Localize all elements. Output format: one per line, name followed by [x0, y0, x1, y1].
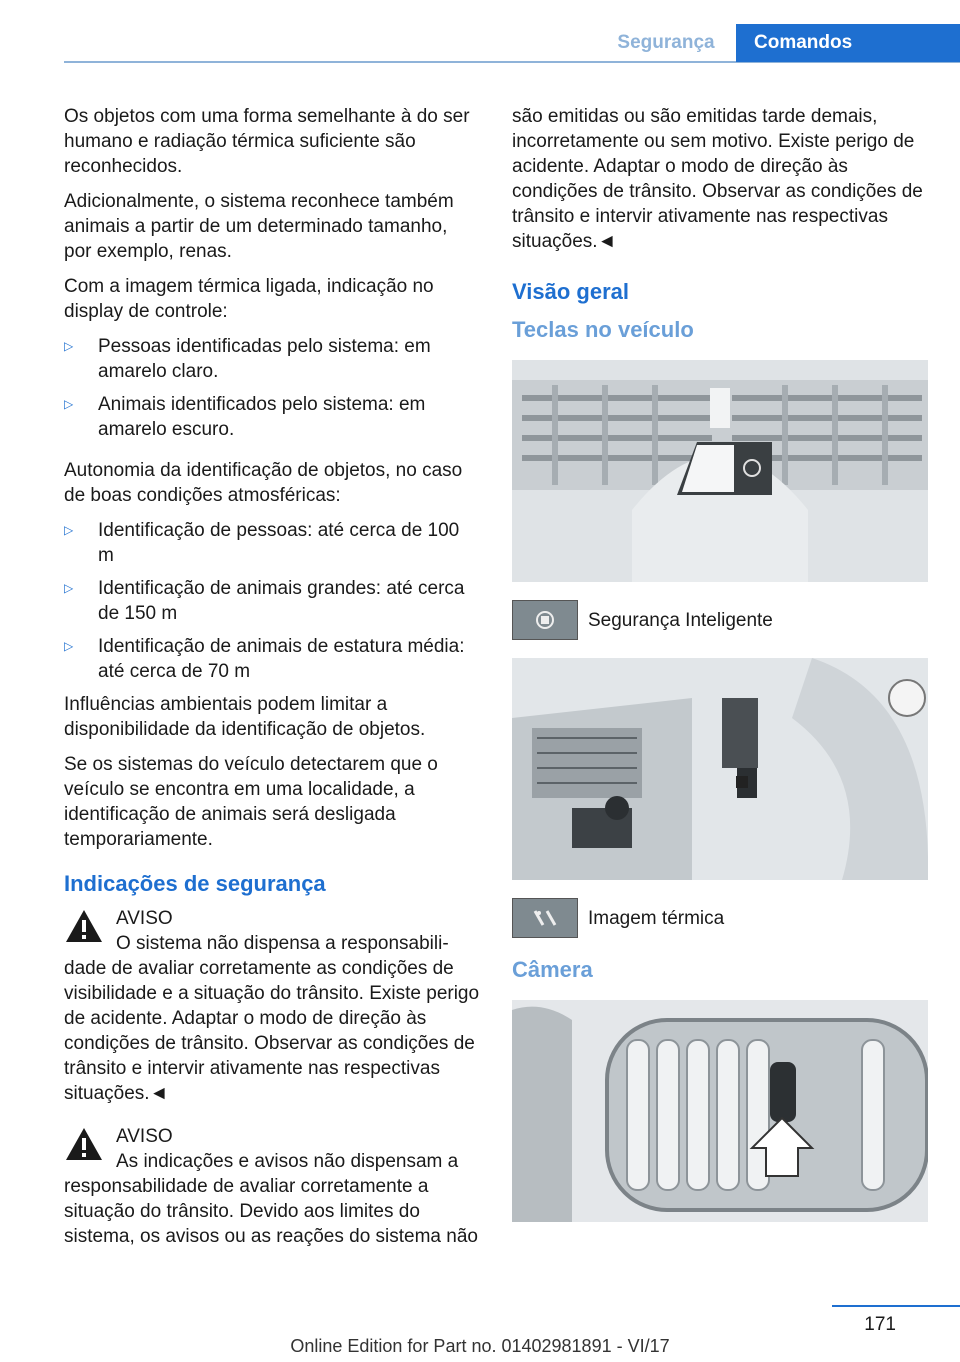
tab-seguranca[interactable]: Segurança	[617, 32, 715, 53]
list-item-text: Animais identificados pelo sistema: em amarelo escuro.	[98, 394, 426, 440]
bullet-triangle-icon: ▷	[64, 523, 74, 537]
page-number: 171	[864, 1314, 896, 1335]
paragraph: Os objetos com uma forma semelhante à do ser humano e radiação térmica suficiente são reconhecidos.	[64, 106, 470, 177]
thermal-image-icon	[512, 898, 578, 938]
section-heading: Indicações de segurança	[64, 871, 326, 896]
paragraph: Com a imagem térmica ligada, indicação no display de controle:	[64, 276, 434, 322]
dashboard-button-photo	[512, 360, 928, 582]
warning-block	[64, 1124, 480, 1249]
bullet-triangle-icon: ▷	[64, 339, 74, 353]
warning-block	[64, 906, 480, 1106]
paragraph: são emitidas ou são emitidas tarde demais, incorretamente ou sem motivo. Existe perigo de acidente. Adaptar o modo de direção às condições de trânsito. Observar as condições de trânsito e intervir ativamente nas respectivas situações.◄	[512, 106, 923, 252]
bullet-triangle-icon: ▷	[64, 639, 74, 653]
warning-triangle-icon	[64, 908, 104, 944]
key-legend-row	[512, 600, 928, 640]
list-item-text: Pessoas identificadas pelo sistema: em amarelo claro.	[98, 336, 431, 382]
thermal-button-photo	[512, 658, 928, 880]
paragraph: Autonomia da identificação de objetos, no caso de boas condições atmosféricas:	[64, 460, 463, 506]
warning-text: responsabilidade de avaliar corretamente a situação do trânsito. Devido aos limites do sistema, os avisos ou as reações do sistema não	[64, 1176, 478, 1247]
bullet-triangle-icon: ▷	[64, 397, 74, 411]
list-item	[64, 392, 480, 442]
list-item	[64, 576, 480, 626]
warning-title: AVISO	[116, 908, 173, 929]
subsection-heading: Câmera	[512, 957, 593, 982]
paragraph: Adicionalmente, o sistema reconhece também animais a partir de um determinado tamanho, por exemplo, renas.	[64, 191, 454, 262]
right-column	[512, 104, 928, 1240]
warning-text: As indicações e avisos não dispensam a	[116, 1151, 459, 1172]
tab-comandos[interactable]: Comandos	[736, 24, 960, 62]
footer-rule	[832, 1305, 960, 1307]
section-heading: Visão geral	[512, 279, 629, 304]
warning-text: O sistema não dispensa a responsabili-	[116, 933, 449, 954]
edition-footer: Online Edition for Part no. 01402981891 - VI/17	[290, 1336, 670, 1356]
subsection-heading: Teclas no veículo	[512, 317, 694, 342]
list-item	[64, 518, 480, 568]
warning-text: dade de avaliar corretamente as condições de visibilidade e a situação do trânsito. Existe perigo de acidente. Adaptar o modo de direção às condições de trânsito. Observar as condições de trânsito e intervir ativamente nas respectivas situações.◄	[64, 958, 480, 1104]
camera-grille-photo	[512, 1000, 928, 1222]
list-item-text: Identificação de pessoas: até cerca de 100 m	[98, 520, 460, 566]
list-item-text: Identificação de animais de estatura média: até cerca de 70 m	[98, 636, 465, 682]
key-label: Segurança Inteligente	[588, 609, 773, 631]
list-item-text: Identificação de animais grandes: até cerca de 150 m	[98, 578, 465, 624]
paragraph: Influências ambientais podem limitar a disponibilidade da identificação de objetos.	[64, 694, 426, 740]
key-label: Imagem térmica	[588, 907, 725, 929]
left-column	[64, 104, 480, 1259]
bullet-triangle-icon: ▷	[64, 581, 74, 595]
safety-button-icon	[512, 600, 578, 640]
warning-triangle-icon	[64, 1126, 104, 1162]
list-item	[64, 334, 480, 384]
key-legend-row	[512, 898, 928, 938]
paragraph: Se os sistemas do veículo detectarem que o veículo se encontra em uma localidade, a identificação de animais será desligada temporariamente.	[64, 754, 438, 850]
warning-title: AVISO	[116, 1126, 173, 1147]
list-item	[64, 634, 480, 684]
